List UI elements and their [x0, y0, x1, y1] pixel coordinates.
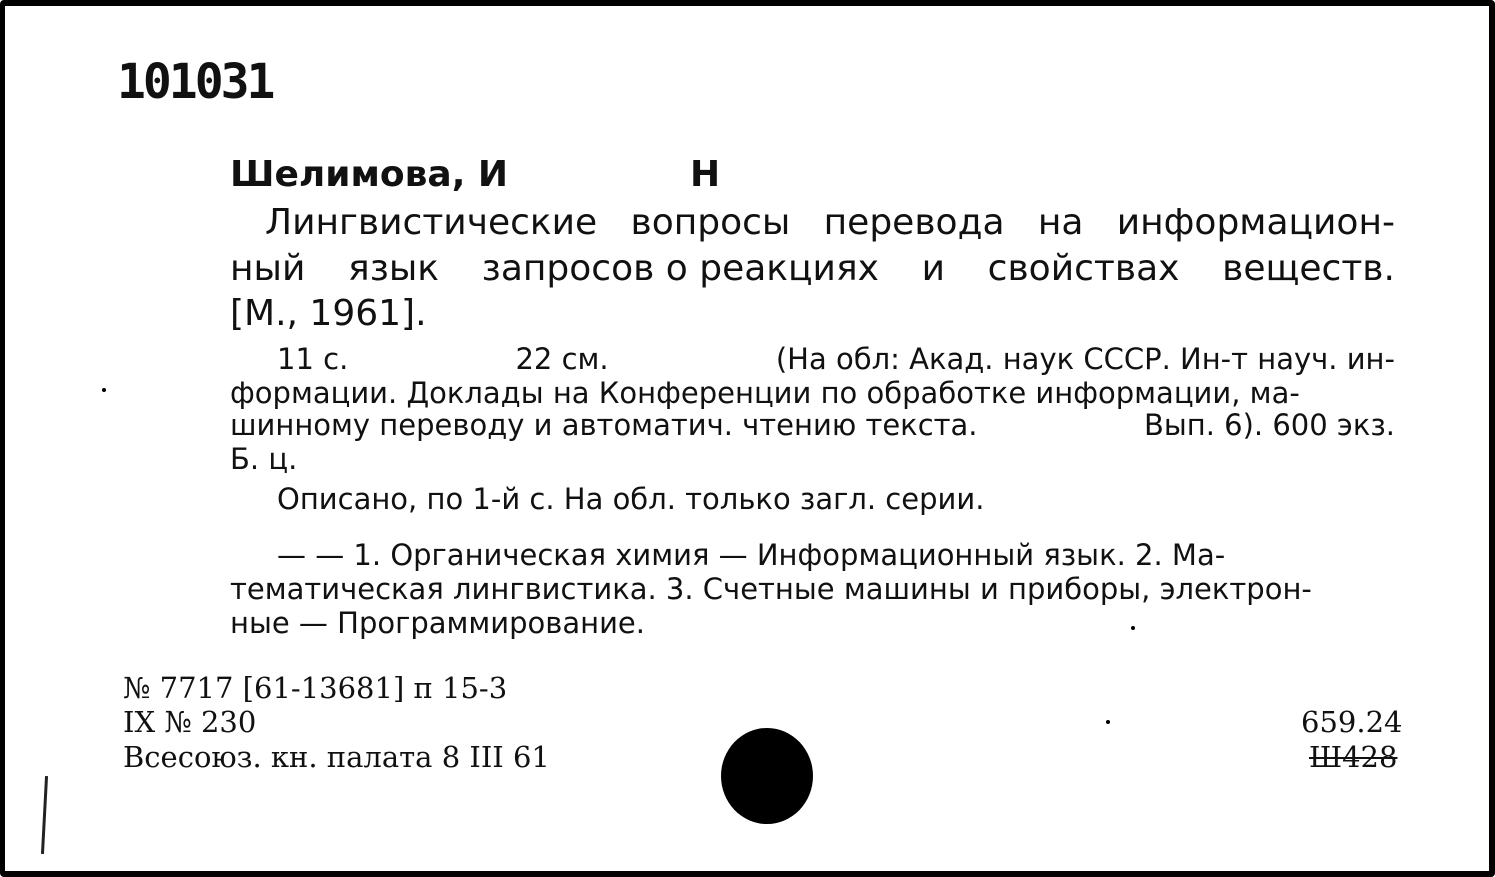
description-line-1: [277, 342, 1395, 376]
classification-crossed: Ш428: [1309, 740, 1398, 774]
ink-speck: [102, 388, 106, 392]
classification-code: 659.24: [1301, 705, 1403, 739]
title-word: вопросы: [630, 202, 791, 243]
description-line-2: [230, 376, 1395, 410]
description-text: Вып. 6). 600 экз.: [1143, 408, 1395, 442]
punch-hole: [721, 728, 813, 824]
title-word: язык: [348, 248, 439, 289]
title-word: Лингвистические: [265, 202, 598, 243]
pages: 11 с.: [277, 342, 349, 376]
subject-line-2: тематическая лингвистика. 3. Счетные машины и приборы, электрон-: [230, 572, 1312, 606]
registry-number: № 7717 [61-13681] п 15-3: [123, 671, 508, 705]
title-word: ный: [230, 248, 306, 289]
author-name: Шелимова, И: [230, 154, 509, 195]
ink-speck: [1131, 626, 1135, 630]
imprint: [М., 1961].: [230, 293, 427, 334]
issue-number: IX № 230: [123, 705, 257, 739]
card-number: 101031: [117, 54, 273, 110]
series-note: (На обл: Акад. наук СССР. Ин-т науч. ин-: [775, 342, 1395, 376]
title-word: свойствах: [987, 248, 1180, 289]
size: 22 см.: [515, 342, 609, 376]
title-line-1: [265, 202, 1395, 243]
description-line-3: [230, 408, 1395, 442]
description-text: шинному переводу и автоматич. чтению текста.: [230, 408, 978, 442]
title-word: и: [921, 248, 945, 289]
price: Б. ц.: [230, 442, 298, 476]
publisher-line: Всесоюз. кн. палата 8 III 61: [123, 740, 550, 774]
subject-line-3: ные — Программирование.: [230, 606, 645, 640]
title-word: информацион-: [1116, 202, 1395, 243]
ink-speck: [1106, 720, 1110, 724]
scratch-mark: [41, 776, 48, 854]
title-word: перевода: [823, 202, 1005, 243]
title-word: на: [1037, 202, 1084, 243]
note: Описано, по 1-й с. На обл. только загл. серии.: [277, 482, 985, 516]
title-line-2: [230, 248, 1395, 289]
subject-line-1: — — 1. Органическая химия — Информационный язык. 2. Ма-: [277, 538, 1226, 572]
description-text: формации. Доклады на Конференции по обработке информации, ма-: [230, 376, 1300, 410]
author-initial: Н: [690, 154, 721, 195]
title-word: веществ.: [1222, 248, 1395, 289]
title-word: запросов о реакциях: [481, 248, 879, 289]
